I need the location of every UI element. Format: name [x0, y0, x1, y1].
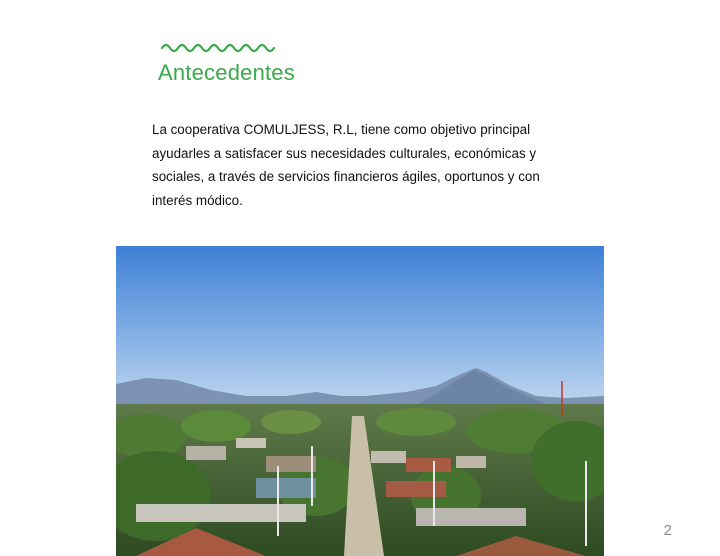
paragraph-line: ayudarles a satisfacer sus necesidades culturales, económicas y [152, 145, 537, 161]
paragraph-line: sociales, a través de servicios financieros ágiles, oportunos y con [152, 169, 540, 184]
page-number: 2 [663, 522, 672, 539]
landscape-illustration [116, 246, 604, 556]
body-paragraph [152, 118, 592, 212]
squiggle-decoration-icon [160, 40, 278, 54]
paragraph-line: interés módico. [152, 192, 243, 208]
paragraph-line: La cooperativa COMULJESS, R.L, tiene como objetivo principal [152, 122, 531, 137]
town-landscape-photo [116, 246, 604, 556]
slide-title: Antecedentes [158, 60, 295, 85]
